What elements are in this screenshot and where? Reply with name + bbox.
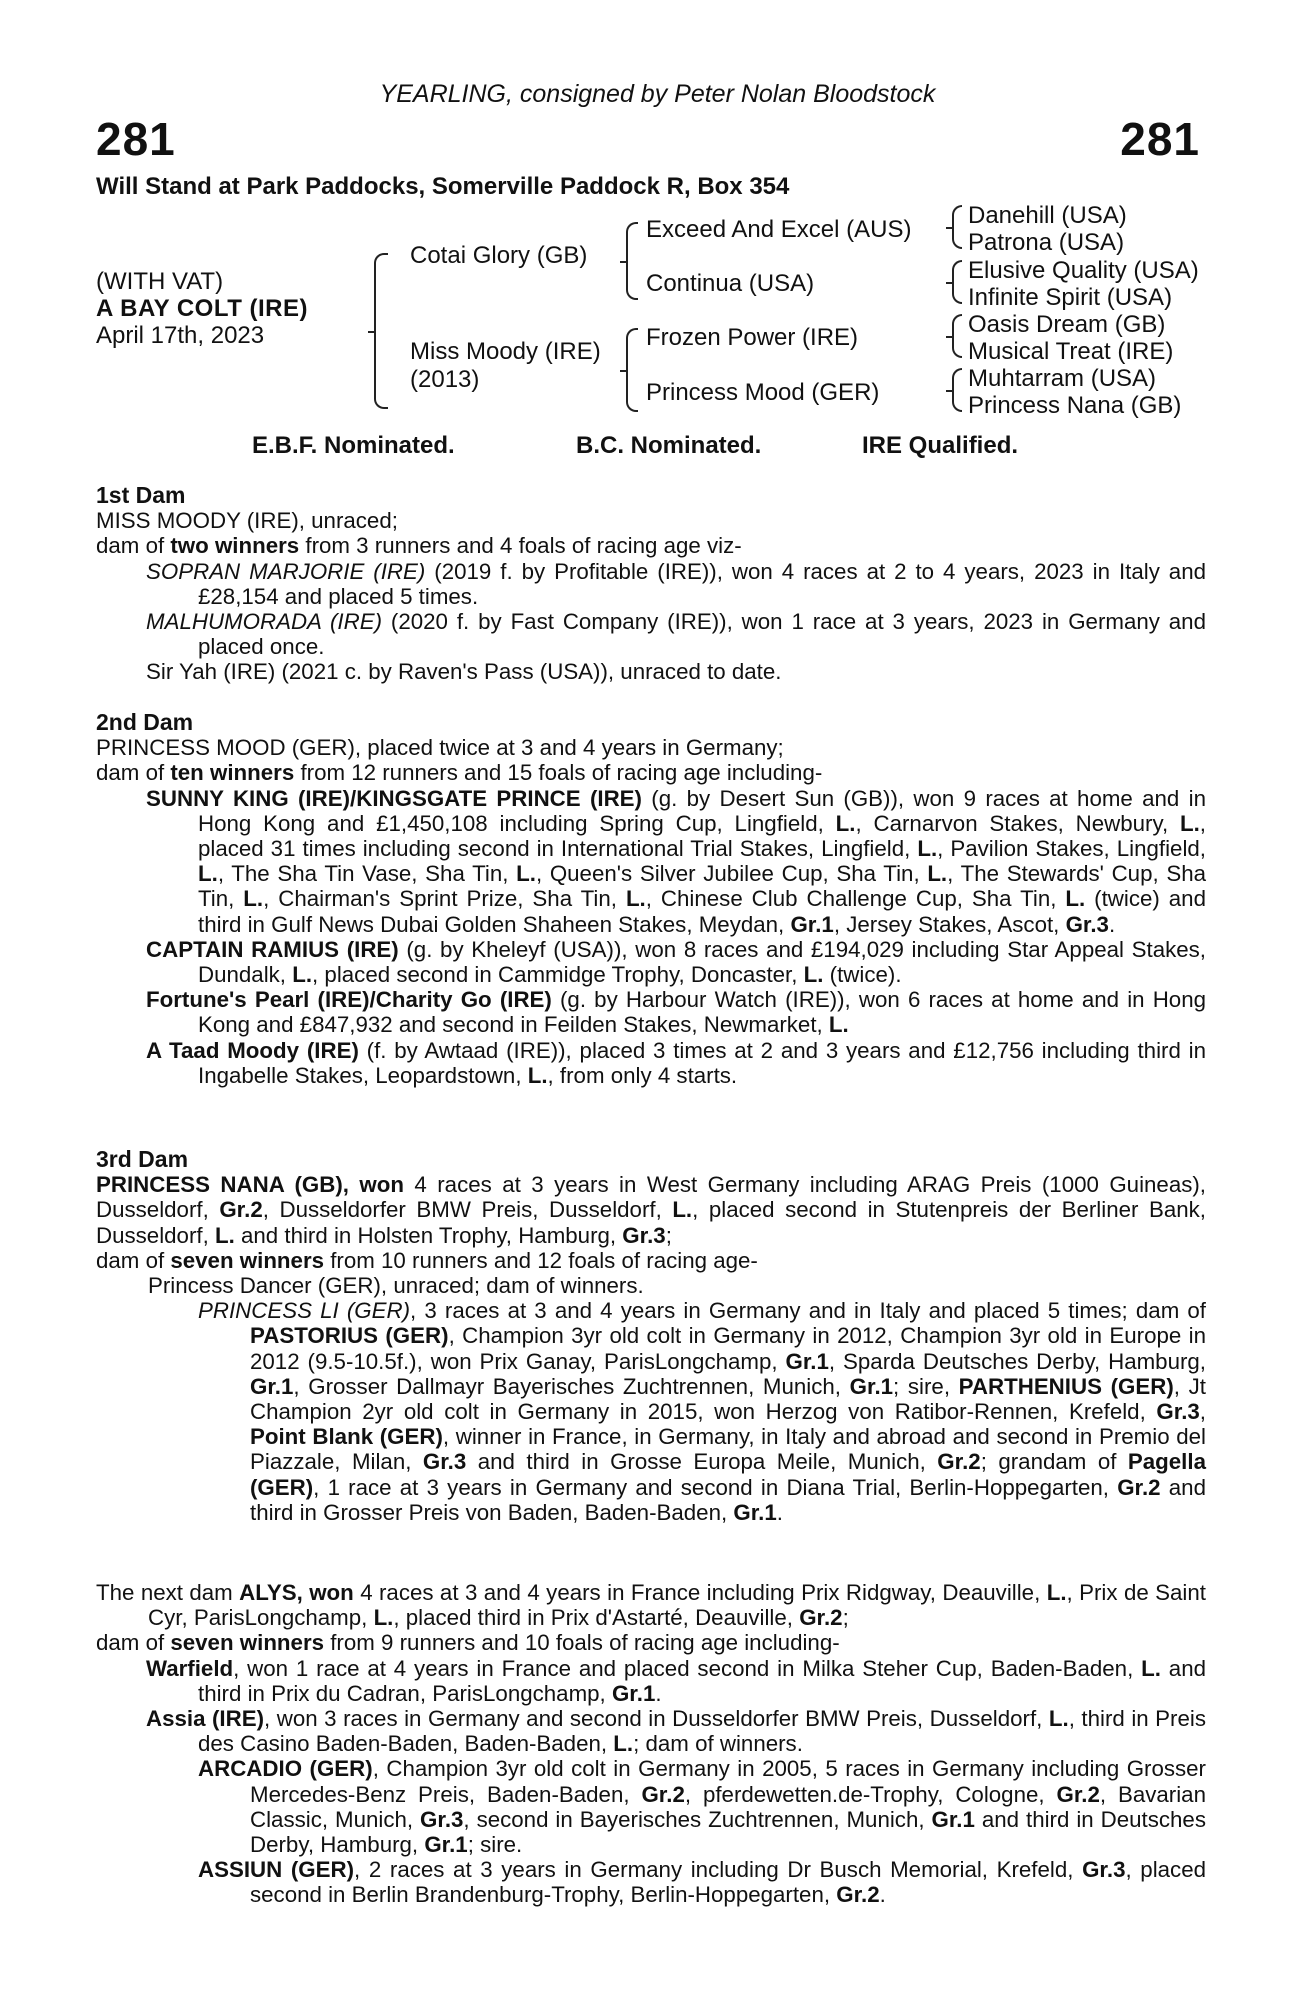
produce-captain-ramius: CAPTAIN RAMIUS (IRE) (g. by Kheleyf (USA)), won 8 races and £194,029 including Star Appeal Stakes, Dundalk, L., placed second in Cammidge Trophy, Doncaster, L. (twice). (146, 936, 1206, 988)
next-dam-summary: The next dam ALYS, won 4 races at 3 and 4 years in France including Prix Ridgway, Deauville, L., Prix de Saint Cyr, ParisLongchamp, L., placed third in Prix d'Astarté, Deauville, Gr.2; (96, 1580, 1206, 1631)
produce-arcadio: ARCADIO (GER), Champion 3yr old colt in Germany in 2005, 5 races in Germany including Grosser Mercedes-Benz Preis, Baden-Baden, Gr.2, pferdewetten.de-Trophy, Cologne, Gr.2, Bavarian Classic, Munich, Gr.3, second in Bayerisches Zuchtrennen, Munich, Gr.1 and third in Deutsches Derby, Hamburg, Gr.1; sire. (198, 1756, 1206, 1858)
pedigree-bracket-ds (952, 314, 962, 358)
next-dam-produce: dam of seven winners from 9 runners and 10 foals of racing age including- (96, 1630, 840, 1656)
produce-warfield: Warfield, won 1 race at 4 years in France and placed second in Milka Steher Cup, Baden-Baden, L. and third in Prix du Cadran, ParisLongchamp, Gr.1. (146, 1655, 1206, 1706)
stand-location: Will Stand at Park Paddocks, Somerville Paddock R, Box 354 (96, 173, 790, 200)
next-dam-section (96, 1580, 1206, 1908)
produce-sir-yah: Sir Yah (IRE) (2021 c. by Raven's Pass (USA)), unraced to date. (146, 659, 782, 685)
produce-assiun: ASSIUN (GER), 2 races at 3 years in Germany including Dr Busch Memorial, Krefeld, Gr.3, placed second in Berlin Brandenburg-Trophy, Berlin-Hoppegarten, Gr.2. (198, 1857, 1207, 1908)
second-dam-summary: PRINCESS MOOD (GER), placed twice at 3 and 4 years in Germany; (96, 735, 784, 761)
consignor-subtitle: YEARLING, consigned by Peter Nolan Bloodstock (379, 80, 936, 108)
pedigree-sds: Elusive Quality (USA) (968, 257, 1199, 284)
pedigree-ssd: Patrona (USA) (968, 229, 1125, 256)
pedigree-sire-dam: Continua (USA) (646, 270, 815, 297)
pedigree-bracket-dd (952, 368, 962, 412)
horse-name: A BAY COLT (IRE) (96, 295, 309, 322)
ire-qualified: IRE Qualified. (862, 432, 1019, 459)
second-dam-heading: 2nd Dam (96, 709, 194, 735)
lot-number-left: 281 (96, 113, 176, 165)
pedigree-bracket-main (374, 253, 388, 409)
produce-malhumorada: MALHUMORADA (IRE) (2020 f. by Fast Company (IRE)), won 1 race at 3 years, 2023 in Germany and placed once. (146, 609, 1206, 660)
pedigree-dam-dam: Princess Mood (GER) (646, 379, 880, 406)
pedigree-ddd: Princess Nana (GB) (968, 392, 1182, 419)
second-dam-produce: dam of ten winners from 12 runners and 15 foals of racing age including- (96, 760, 823, 786)
third-dam-section (96, 1147, 1206, 1525)
vat-status: (WITH VAT) (96, 268, 224, 295)
bc-nomination: B.C. Nominated. (576, 432, 762, 459)
produce-assia: Assia (IRE), won 3 races in Germany and second in Dusseldorfer BMW Preis, Dusseldorf, L., third in Preis des Casino Baden-Baden, Baden-Baden, L.; dam of winners. (146, 1706, 1206, 1757)
first-dam-summary: MISS MOODY (IRE), unraced; (96, 508, 398, 534)
pedigree-bracket-sire (626, 222, 638, 300)
pedigree-dsd: Musical Treat (IRE) (968, 338, 1174, 365)
pedigree-dam-year: (2013) (410, 366, 480, 393)
pedigree-dam-sire: Frozen Power (IRE) (646, 324, 859, 351)
third-dam-produce: dam of seven winners from 10 runners and 12 foals of racing age- (96, 1247, 758, 1273)
second-dam-section (96, 710, 1206, 1088)
pedigree-dss: Oasis Dream (GB) (968, 311, 1166, 338)
lot-number-right: 281 (1120, 113, 1200, 165)
pedigree-bracket-dam (626, 328, 638, 412)
pedigree-dam: Miss Moody (IRE) (410, 338, 601, 365)
pedigree-sire: Cotai Glory (GB) (410, 242, 588, 269)
pedigree-bracket-sd (952, 260, 962, 304)
pedigree-bracket-ss (952, 205, 962, 249)
third-dam-heading: 3rd Dam (96, 1146, 189, 1172)
foaling-date: April 17th, 2023 (96, 322, 265, 349)
first-dam-produce: dam of two winners from 3 runners and 4 foals of racing age viz- (96, 533, 742, 559)
produce-a-taad-moody: A Taad Moody (IRE) (f. by Awtaad (IRE)), placed 3 times at 2 and 3 years and £12,756 including third in Ingabelle Stakes, Leopardstown, L., from only 4 starts. (146, 1037, 1206, 1088)
produce-sopran-marjorie: SOPRAN MARJORIE (IRE) (2019 f. by Profitable (IRE)), won 4 races at 2 to 4 years, 2023 in Italy and £28,154 and placed 5 times. (146, 558, 1206, 609)
first-dam-heading: 1st Dam (96, 482, 186, 508)
pedigree-sdd: Infinite Spirit (USA) (968, 284, 1173, 311)
first-dam-section (96, 483, 1206, 685)
produce-princess-li: PRINCESS LI (GER), 3 races at 3 and 4 years in Germany and in Italy and placed 5 times; dam of PASTORIUS (GER), Champion 3yr old colt in Germany in 2012, Champion 3yr old in Europe in 2012 (9.5-10.5f.), won Prix Ganay, ParisLongchamp, Gr.1, Sparda Deutsches Derby, Hamburg, Gr.1, Grosser Dallmayr Bayerisches Zuchtrennen, Munich, Gr.1; sire, PARTHENIUS (GER), Jt Champion 2yr old colt in Germany in 2015, won Herzog von Ratibor-Rennen, Krefeld, Gr.3, Point Blank (GER), winner in France, in Germany, in Italy and abroad and second in Premio del Piazzale, Milan, Gr.3 and third in Grosse Europa Meile, Munich, Gr.2; grandam of Pagella (GER), 1 race at 3 years in Germany and second in Diana Trial, Berlin-Hoppegarten, Gr.2 and third in Grosser Preis von Baden, Baden-Baden, Gr.1. (198, 1298, 1206, 1525)
third-dam-summary: PRINCESS NANA (GB), won 4 races at 3 years in West Germany including ARAG Preis (1000 Guineas), Dusseldorf, Gr.2, Dusseldorfer BMW Preis, Dusseldorf, L., placed second in Stutenpreis der Berliner Bank, Dusseldorf, L. and third in Holsten Trophy, Hamburg, Gr.3; (96, 1172, 1206, 1248)
produce-sunny-king: SUNNY KING (IRE)/KINGSGATE PRINCE (IRE) (g. by Desert Sun (GB)), won 9 races at home and in Hong Kong and £1,450,108 including Spring Cup, Lingfield, L., Carnarvon Stakes, Newbury, L., placed 31 times including second in International Trial Stakes, Lingfield, L., Pavilion Stakes, Lingfield, L., The Sha Tin Vase, Sha Tin, L., Queen's Silver Jubilee Cup, Sha Tin, L., The Stewards' Cup, Sha Tin, L., Chairman's Sprint Prize, Sha Tin, L., Chinese Club Challenge Cup, Sha Tin, L. (twice) and third in Gulf News Dubai Golden Shaheen Stakes, Meydan, Gr.1, Jersey Stakes, Ascot, Gr.3. (146, 785, 1207, 937)
pedigree-sire-sire: Exceed And Excel (AUS) (646, 216, 912, 243)
pedigree-sss: Danehill (USA) (968, 202, 1127, 229)
pedigree-dds: Muhtarram (USA) (968, 365, 1157, 392)
ebf-nomination: E.B.F. Nominated. (252, 432, 455, 459)
produce-fortunes-pearl: Fortune's Pearl (IRE)/Charity Go (IRE) (g. by Harbour Watch (IRE)), won 6 races at home and in Hong Kong and £847,932 and second in Feilden Stakes, Newmarket, L. (146, 987, 1206, 1038)
produce-princess-dancer: Princess Dancer (GER), unraced; dam of winners. (148, 1273, 644, 1299)
